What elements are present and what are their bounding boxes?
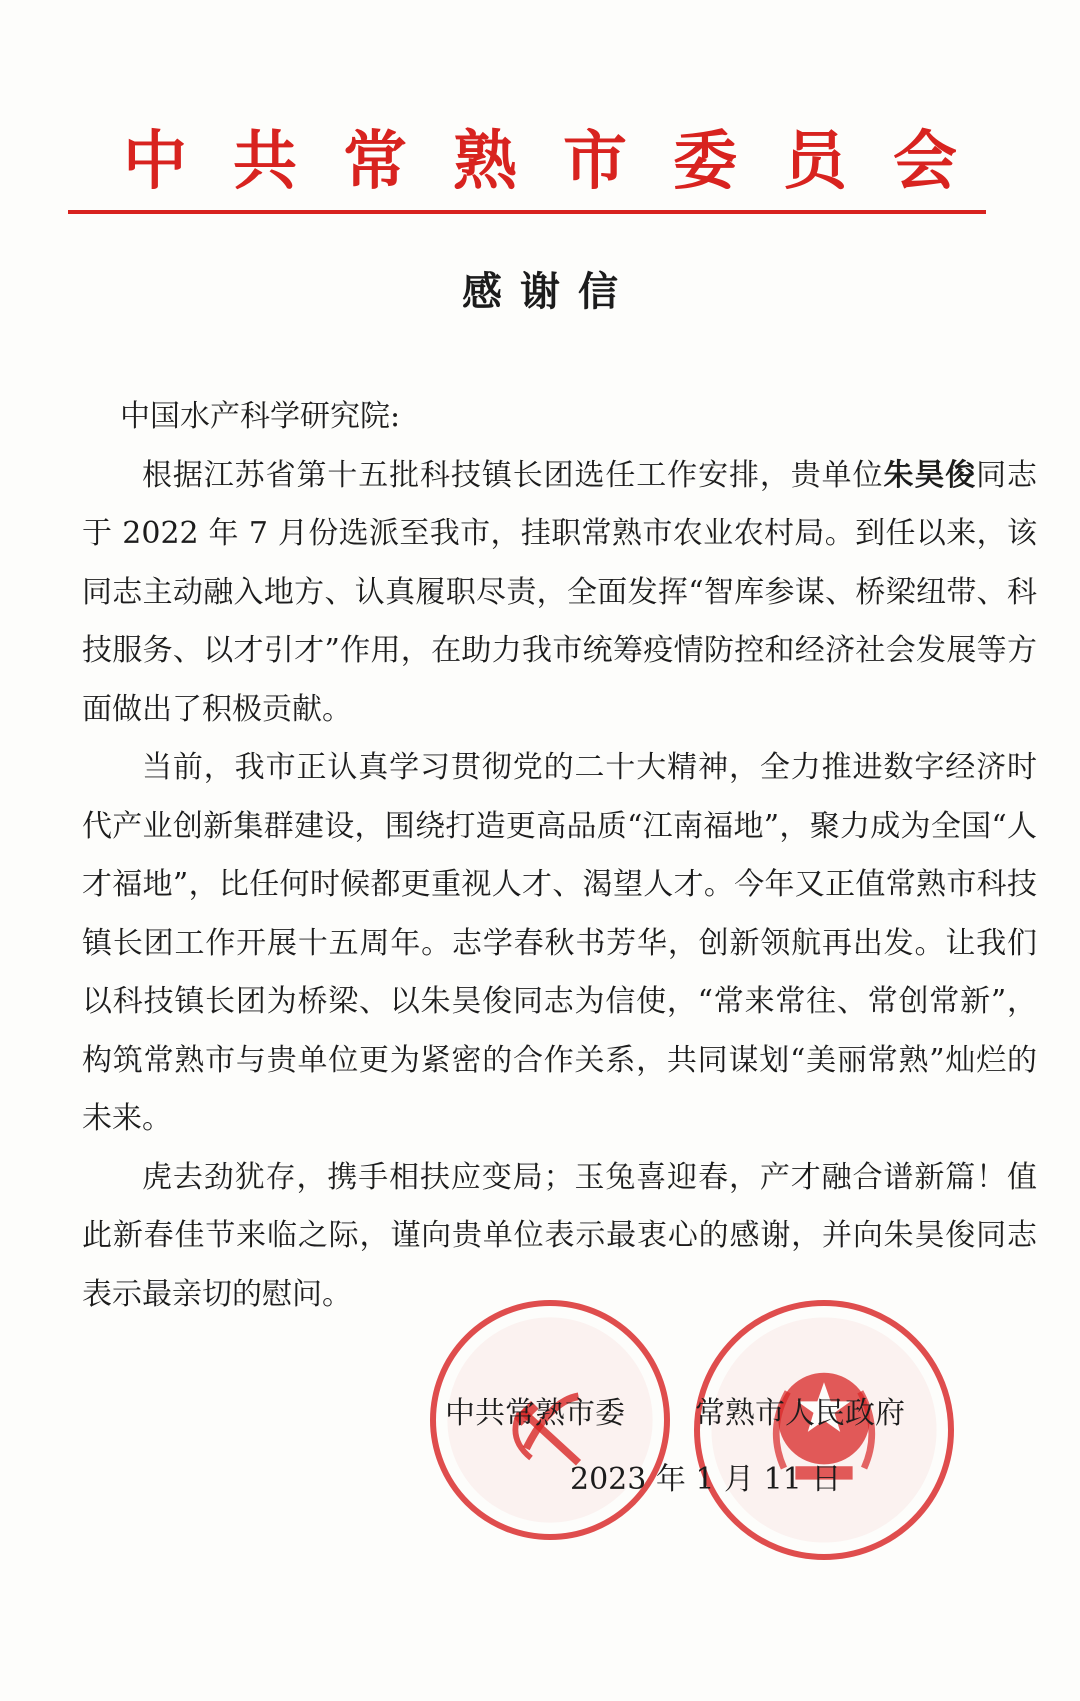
- letter-date: 2023 年 1 月 11 日: [570, 1462, 842, 1497]
- letterhead-red-rule: [68, 210, 986, 214]
- document-title: 感谢信: [462, 269, 636, 315]
- signature-line: [445, 1392, 905, 1436]
- letterhead-title: 中共常熟市委员会: [123, 125, 1003, 199]
- signatory-party-committee: 中共常熟市委: [445, 1396, 625, 1431]
- salutation: 中国水产科学研究院:: [120, 399, 401, 434]
- paragraph-1: [82, 447, 1037, 740]
- paragraph-1-bold-name: 朱昊俊: [883, 457, 977, 493]
- letter-body: [82, 388, 1037, 1324]
- paragraph-1-text-b: 同志于 2022 年 7 月份选派至我市，挂职常熟市农业农村局。到任以来，该同志主动融入地方、认真履职尽责，全面发挥“智库参谋、桥梁纽带、科技服务、以才引才”作用，在助力我市统筹疫情防控和经济社会发展等方面做出了积极贡献。: [82, 457, 1038, 727]
- paragraph-2-text: 当前，我市正认真学习贯彻党的二十大精神，全力推进数字经济时代产业创新集群建设，围绕打造更高品质“江南福地”，聚力成为全国“人才福地”，比任何时候都更重视人才、渴望人才。今年又正值常熟市科技镇长团工作开展十五周年。志学春秋书芳华，创新领航再出发。让我们以科技镇长团为桥梁、以朱昊俊同志为信使，“常来常往、常创常新”，构筑常熟市与贵单位更为紧密的合作关系，共同谋划“美丽常熟”灿烂的未来。: [82, 750, 1037, 1136]
- paragraph-3: [82, 1149, 1037, 1325]
- paragraph-1-text-a: 根据江苏省第十五批科技镇长团选任工作安排，贵单位: [142, 457, 884, 493]
- paragraph-2: [82, 739, 1037, 1149]
- paragraph-3-text: 虎去劲犹存，携手相扶应变局；玉兔喜迎春，产才融合谱新篇！值此新春佳节来临之际，谨向贵单位表示最衷心的感谢，并向朱昊俊同志表示最亲切的慰问。: [82, 1159, 1037, 1312]
- signatory-government: 常熟市人民政府: [695, 1396, 905, 1431]
